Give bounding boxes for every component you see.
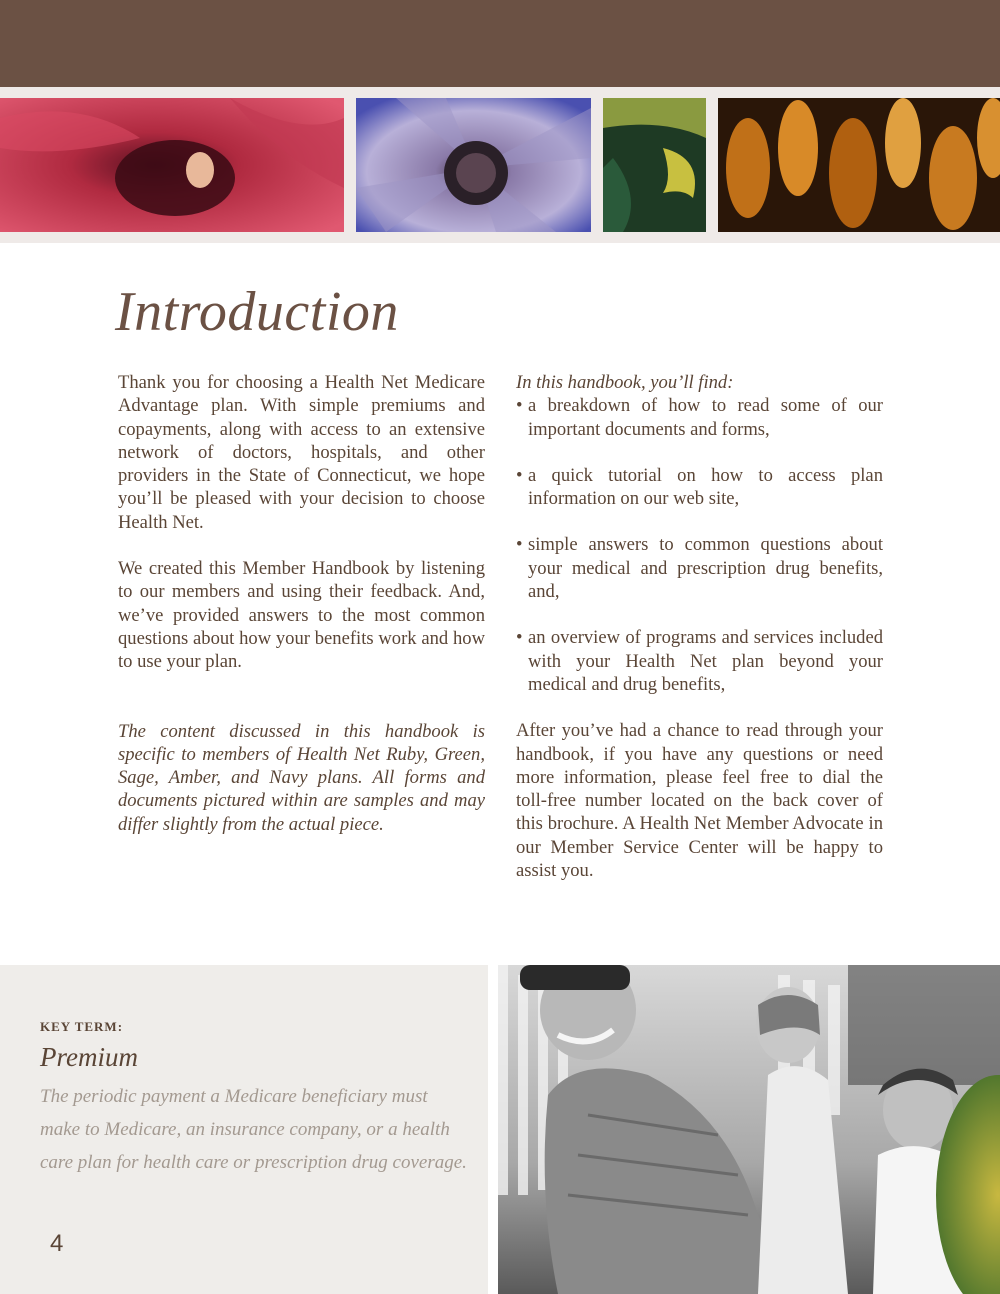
list-item-text: simple answers to common questions about your medical and prescription drug benefits, and,	[528, 534, 883, 603]
plans-note: The content discussed in this handbook is specific to members of Health Net Ruby, Green, Sage, Amber, and Navy plans. All forms and documents pictured within are samples and may differ slightly from the actual piece.	[118, 720, 485, 835]
list-item	[516, 533, 883, 603]
intro-left-column	[118, 371, 485, 836]
handbook-paragraph: We created this Member Handbook by listening to our members and using their feedback. And, we’ve provided answers to the most common questions about how your benefits work and how to use your plan.	[118, 558, 485, 673]
closing-paragraph: After you’ve had a chance to read through your handbook, if you have any questions or need more information, please feel free to dial the toll-free number located on the back cover of this brochure. A Health Net Member Advocate in our Member Service Center will be happy to assist you.	[516, 720, 883, 882]
purple-anemone-photo	[356, 98, 591, 232]
green-leaf-photo	[603, 98, 706, 232]
list-item	[516, 626, 883, 696]
list-item-text: a breakdown of how to read some of our important documents and forms,	[528, 395, 883, 440]
bullet-icon: •	[516, 627, 523, 649]
red-flower-photo	[0, 98, 344, 232]
orange-petals-photo	[718, 98, 1000, 232]
list-item	[516, 394, 883, 441]
handbook-contents-heading: In this handbook, you’ll find:	[516, 372, 734, 393]
page-title: Introduction	[115, 281, 399, 343]
key-term-definition: The periodic payment a Medicare beneficiary must make to Medicare, an insurance company, or a health care plan for health care or prescription drug coverage.	[40, 1086, 467, 1173]
bullet-icon: •	[516, 395, 523, 417]
header-band	[0, 0, 1000, 87]
list-item	[516, 464, 883, 511]
list-item-text: an overview of programs and services included with your Health Net plan beyond your medical and drug benefits,	[528, 627, 883, 695]
bullet-icon: •	[516, 534, 523, 556]
list-item-text: a quick tutorial on how to access plan information on our web site,	[528, 464, 883, 510]
key-term-label: KEY TERM:	[40, 1019, 124, 1034]
family-photo	[498, 965, 1000, 1294]
bullet-icon: •	[516, 464, 523, 486]
intro-right-column	[516, 371, 883, 882]
intro-paragraph: Thank you for choosing a Health Net Medicare Advantage plan. With simple premiums and copayments, along with access to an extensive network of doctors, hospitals, and other providers in the State of Connecticut, we hope you’ll be pleased with your decision to choose Health Net.	[118, 372, 485, 533]
key-term-title: Premium	[40, 1042, 138, 1072]
page-number: 4	[50, 1230, 64, 1257]
